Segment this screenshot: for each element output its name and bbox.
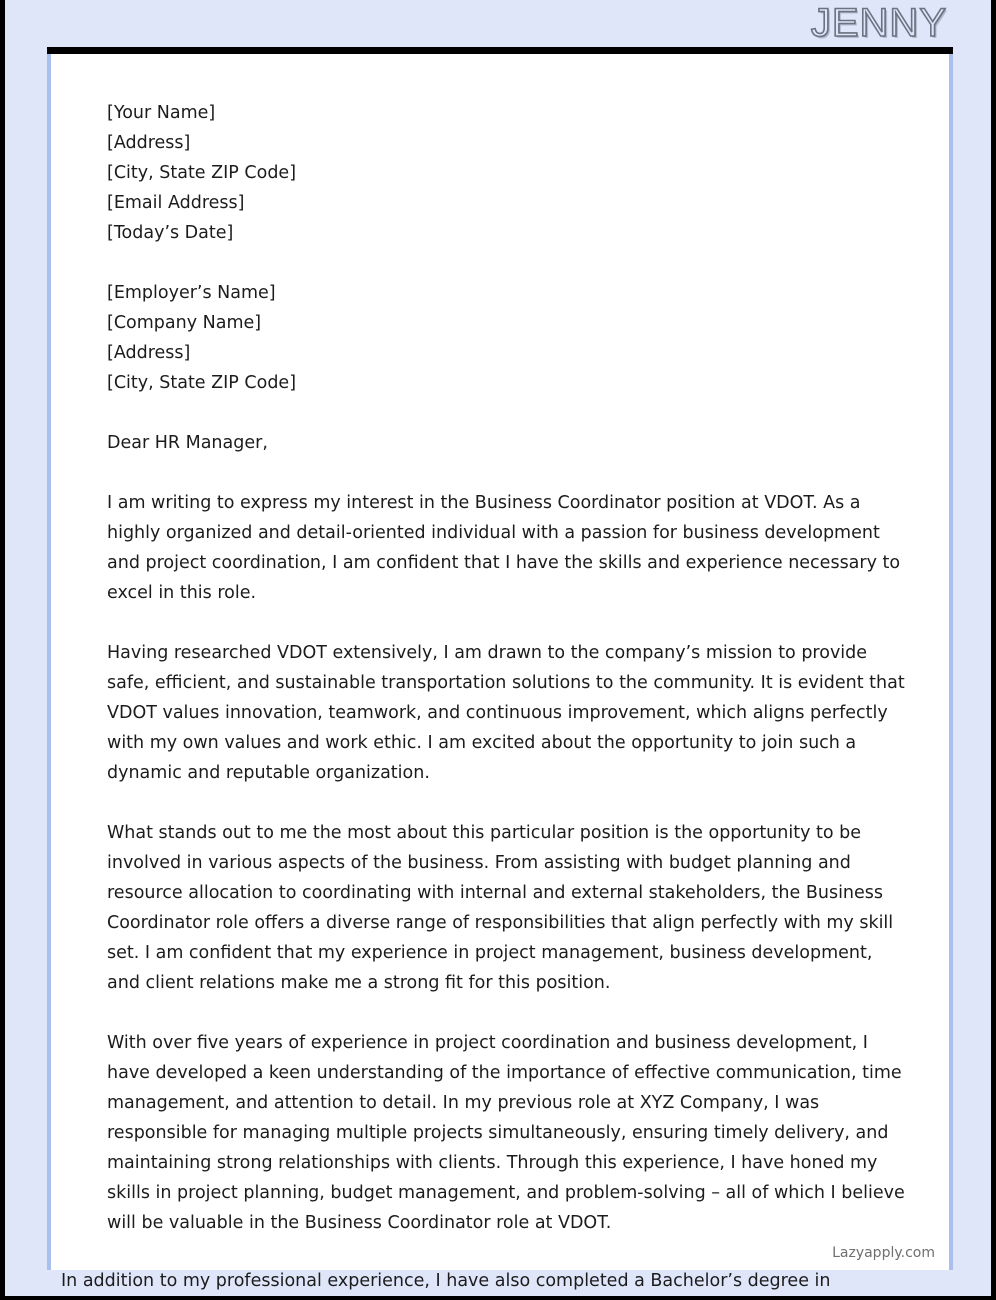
recipient-line: [Address] [107, 343, 191, 363]
recipient-line: [Employer’s Name] [107, 283, 276, 303]
spacer [107, 398, 907, 428]
letterhead-band [5, 0, 991, 47]
spacer [107, 998, 907, 1028]
letterhead-name: JENNY [810, 1, 947, 45]
next-page-partial-line: In addition to my professional experience, I have also completed a Bachelor’s degree in [61, 1271, 831, 1291]
letter-body [107, 98, 907, 1238]
sheet-top-rule [47, 47, 953, 54]
spacer [107, 788, 907, 818]
body-paragraph: Having researched VDOT extensively, I am drawn to the company’s mission to provide safe, efficient, and sustainable transportation solutions to the community. It is evident that VDOT values innovation, teamwork, and continuous improvement, which aligns perfectly with my own values and work ethic. I am excited about the opportunity to join such a dynamic and reputable organization. [107, 643, 905, 783]
body-paragraph: With over five years of experience in project coordination and business development, I have developed a keen understanding of the importance of effective communication, time management, and attention to detail. In my previous role at XYZ Company, I was responsible for managing multiple projects simultaneously, ensuring timely delivery, and maintaining strong relationships with clients. Through this experience, I have honed my skills in project planning, budget management, and problem-solving – all of which I believe will be valuable in the Business Coordinator role at VDOT. [107, 1033, 905, 1233]
letter-sheet-wrapper [47, 47, 953, 1270]
sender-line: [Email Address] [107, 193, 245, 213]
body-paragraph: I am writing to express my interest in the Business Coordinator position at VDOT. As a highly organized and detail-oriented individual with a passion for business development and project coordination, I am confident that I have the skills and experience necessary to excel in this role. [107, 493, 901, 603]
spacer [107, 458, 907, 488]
spacer [107, 608, 907, 638]
recipient-line: [City, State ZIP Code] [107, 373, 297, 393]
recipient-line: [Company Name] [107, 313, 262, 333]
body-paragraph: What stands out to me the most about this particular position is the opportunity to be involved in various aspects of the business. From assisting with budget planning and resource allocation to coordinating with internal and external stakeholders, the Business Coordinator role offers a diverse range of responsibilities that align perfectly with my skill set. I am confident that my experience in project management, business development, and client relations make me a strong fit for this position. [107, 823, 894, 993]
letter-sheet [51, 54, 949, 1270]
salutation: Dear HR Manager, [107, 433, 268, 453]
sheet-right-rule [949, 54, 953, 1270]
watermark-lazyapply: Lazyapply.com [832, 1245, 935, 1261]
sender-line: [Your Name] [107, 103, 216, 123]
next-page-area [5, 1270, 991, 1296]
sender-line: [Today’s Date] [107, 223, 234, 243]
sender-address-block [107, 98, 907, 248]
sender-line: [City, State ZIP Code] [107, 163, 297, 183]
recipient-address-block [107, 278, 907, 398]
sender-line: [Address] [107, 133, 191, 153]
spacer [107, 248, 907, 278]
